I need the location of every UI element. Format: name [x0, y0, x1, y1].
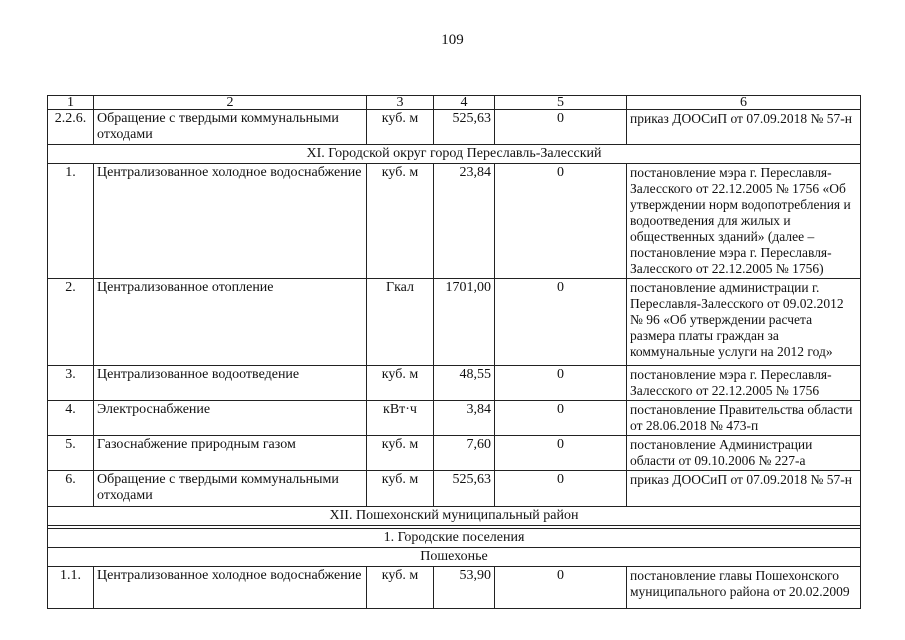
unit-cell: куб. м	[367, 436, 434, 471]
column-number: 5	[495, 96, 627, 110]
service-name: Централизованное холодное водоснабжение	[94, 164, 367, 279]
table-row	[48, 567, 861, 609]
norm-value: 48,55	[434, 366, 495, 401]
column5-value: 0	[495, 567, 627, 609]
column-number: 1	[48, 96, 94, 110]
section-row	[48, 507, 861, 526]
subsection-title: 1. Городские поселения	[48, 529, 861, 548]
column-number: 4	[434, 96, 495, 110]
legal-basis: приказ ДООСиП от 07.09.2018 № 57-н	[627, 110, 861, 145]
column5-value: 0	[495, 164, 627, 279]
table-row	[48, 471, 861, 507]
row-number: 2.	[48, 279, 94, 366]
legal-basis: приказ ДООСиП от 07.09.2018 № 57-н	[627, 471, 861, 507]
unit-cell: куб. м	[367, 164, 434, 279]
table-row	[48, 110, 861, 145]
column5-value: 0	[495, 401, 627, 436]
row-number: 4.	[48, 401, 94, 436]
legal-basis: постановление администрации г. Переславля-Залесского от 09.02.2012 № 96 «Об утверждении расчета размера платы граждан за коммунальные услуги на 2012 год»	[627, 279, 861, 366]
norm-value: 7,60	[434, 436, 495, 471]
unit-cell: кВт·ч	[367, 401, 434, 436]
legal-basis: постановление Правительства области от 28.06.2018 № 473-п	[627, 401, 861, 436]
norm-value: 525,63	[434, 471, 495, 507]
service-name: Централизованное водоотведение	[94, 366, 367, 401]
service-name: Электроснабжение	[94, 401, 367, 436]
row-number: 6.	[48, 471, 94, 507]
norm-value: 1701,00	[434, 279, 495, 366]
table-row	[48, 366, 861, 401]
section-row	[48, 145, 861, 164]
service-name: Газоснабжение природным газом	[94, 436, 367, 471]
tariff-table	[47, 95, 861, 609]
service-name: Обращение с твердыми коммунальными отходами	[94, 471, 367, 507]
section-title: XII. Пошехонский муниципальный район	[48, 507, 861, 526]
norm-value: 525,63	[434, 110, 495, 145]
table-row	[48, 279, 861, 366]
row-number: 2.2.6.	[48, 110, 94, 145]
tariff-table-body	[48, 96, 861, 609]
row-number: 5.	[48, 436, 94, 471]
row-number: 1.1.	[48, 567, 94, 609]
norm-value: 23,84	[434, 164, 495, 279]
unit-cell: куб. м	[367, 567, 434, 609]
column-number: 3	[367, 96, 434, 110]
column5-value: 0	[495, 279, 627, 366]
column5-value: 0	[495, 471, 627, 507]
column-number-row	[48, 96, 861, 110]
service-name: Централизованное холодное водоснабжение	[94, 567, 367, 609]
locality-row	[48, 548, 861, 567]
service-name: Централизованное отопление	[94, 279, 367, 366]
table-row	[48, 436, 861, 471]
legal-basis: постановление мэра г. Переславля-Залесского от 22.12.2005 № 1756 «Об утверждении норм водопотребления и водоотведения для жилых и общественных зданий» (далее – постановление мэра г. Переславля-Залесского от 22.12.2005 № 1756)	[627, 164, 861, 279]
column5-value: 0	[495, 436, 627, 471]
row-number: 3.	[48, 366, 94, 401]
unit-cell: Гкал	[367, 279, 434, 366]
norm-value: 3,84	[434, 401, 495, 436]
locality-title: Пошехонье	[48, 548, 861, 567]
column-number: 2	[94, 96, 367, 110]
column5-value: 0	[495, 110, 627, 145]
unit-cell: куб. м	[367, 110, 434, 145]
table-row	[48, 401, 861, 436]
unit-cell: куб. м	[367, 366, 434, 401]
service-name: Обращение с твердыми коммунальными отходами	[94, 110, 367, 145]
legal-basis: постановление Администрации области от 09.10.2006 № 227-а	[627, 436, 861, 471]
table-row	[48, 164, 861, 279]
row-number: 1.	[48, 164, 94, 279]
subsection-row	[48, 529, 861, 548]
legal-basis: постановление мэра г. Переславля-Залесского от 22.12.2005 № 1756	[627, 366, 861, 401]
norm-value: 53,90	[434, 567, 495, 609]
column5-value: 0	[495, 366, 627, 401]
legal-basis: постановление главы Пошехонского муниципального района от 20.02.2009	[627, 567, 861, 609]
page-number: 109	[441, 32, 464, 48]
section-title: XI. Городской округ город Переславль-Залесский	[48, 145, 861, 164]
unit-cell: куб. м	[367, 471, 434, 507]
column-number: 6	[627, 96, 861, 110]
